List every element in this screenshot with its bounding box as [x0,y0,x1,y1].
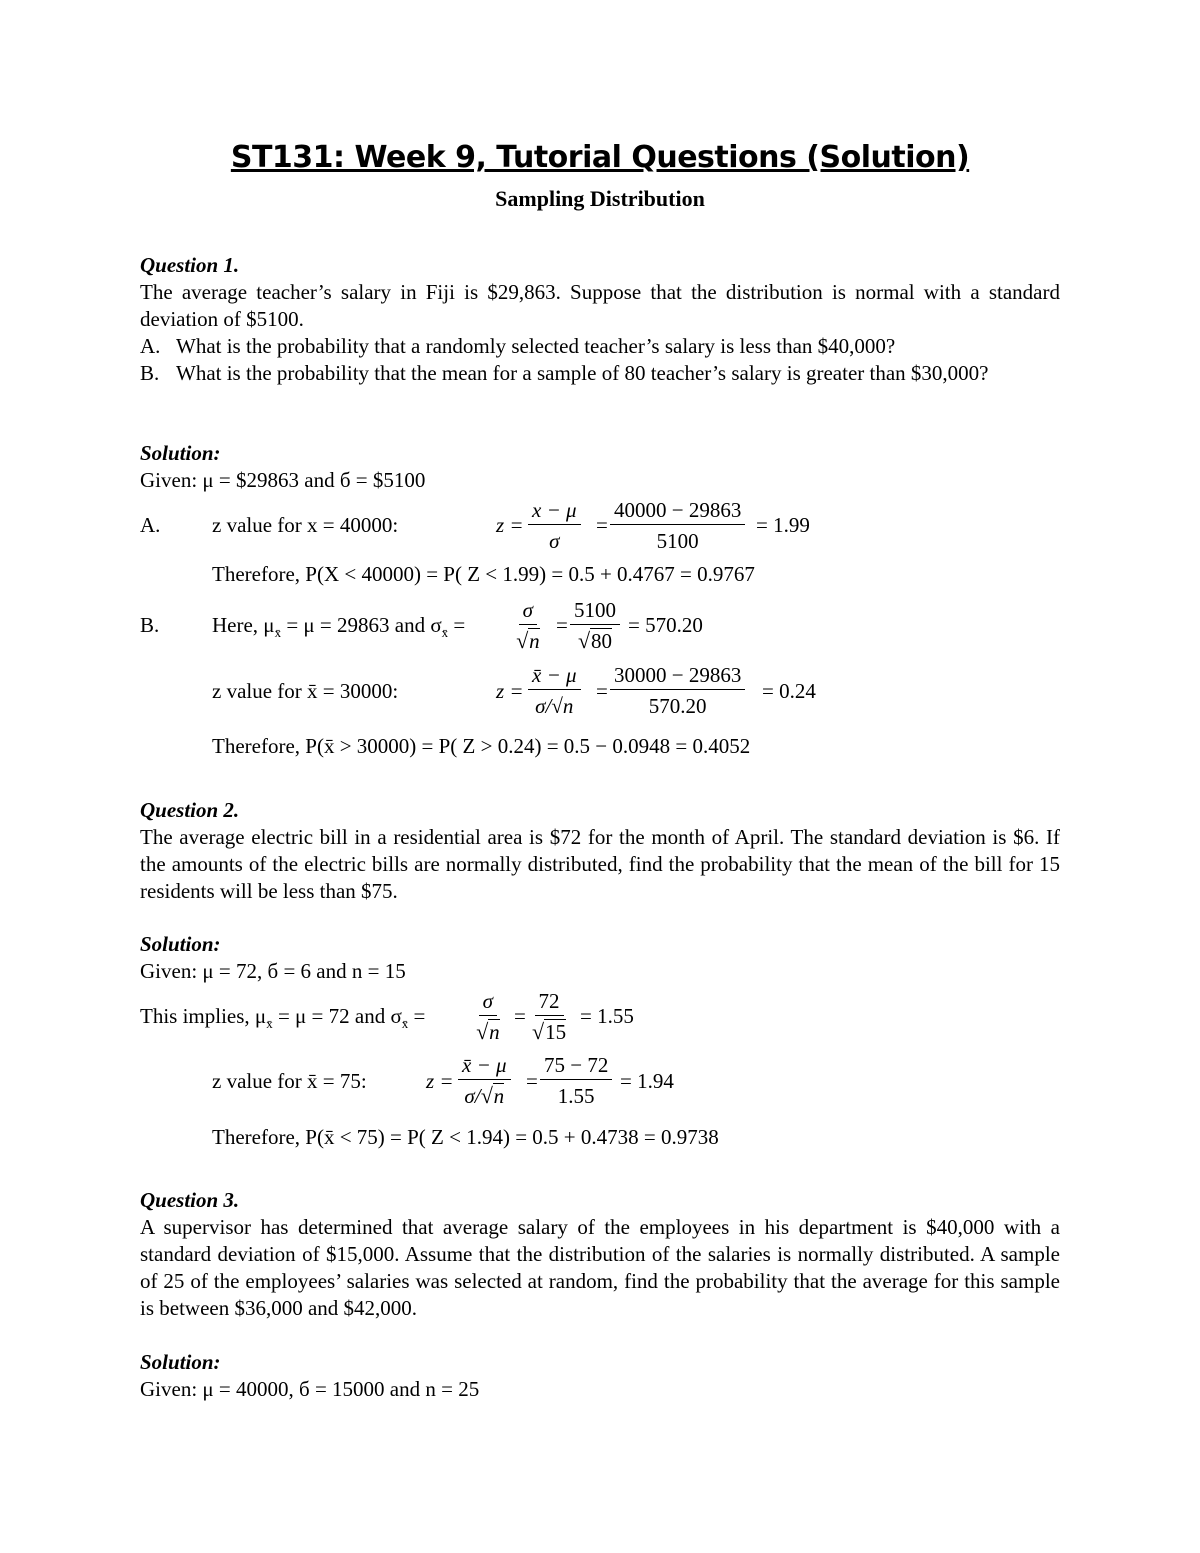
question-1-part-b: What is the probability that the mean for a sample of 80 teacher’s salary is greater than $30,000? [176,361,989,385]
solution-1-b-therefore: Therefore, P(x̄ > 30000) = P( Z > 0.24) = 0.5 − 0.0948 = 0.4052 [212,734,751,758]
solution-1-b-here: Here, $\mu_{x̄} = \mu = 29863$ and $\sigma_{x̄}$ = [212,613,466,641]
solution-3-given: Given: μ = 40000, б = 15000 and n = 25 [140,1377,480,1401]
equals-sign: = [596,679,608,703]
fraction-a2 [610,497,745,554]
question-3-text: A supervisor has determined that average salary of the employees in his department is $40,000 with a standard deviation of $15,000. Assume that the distribution of the salaries is normally distributed. A sample of 25 of the employees’ salaries was selected at random, find the probability that the average for this sample is between $36,000 and $42,000. [140,1215,1060,1320]
solution-1-heading: Solution: [140,441,221,465]
sqrt-arg: n [489,1020,500,1044]
xbar-subscript: x̄ [441,625,449,641]
question-1-part-a-label: A. [140,334,161,358]
question-1-part-a: What is the probability that a randomly selected teacher’s salary is less than $40,000? [176,334,896,358]
solution-1-b-zline: z value for x̄ = 30000: [212,679,399,703]
sqrt-arg: n [493,1084,505,1108]
fraction-b-sigma [512,597,544,654]
xbar-subscript: x̄ [401,1016,409,1032]
solution-2-heading: Solution: [140,932,221,956]
z-equals: z = [496,513,524,537]
fraction-2-value [528,988,570,1045]
fraction-b-sigma-denominator [512,625,544,654]
solution-2-therefore: Therefore, P(x̄ < 75) = P( Z < 1.94) = 0.5 + 0.4738 = 0.9738 [212,1125,719,1149]
z-equals: z = [496,679,524,703]
equals-sign: = [556,613,568,637]
question-1-heading: Question 1. [140,253,240,277]
fraction-b1-numerator: x̄ − μ [528,662,581,690]
sqrt-icon: √ [476,1019,489,1044]
solution-3-heading: Solution: [140,1350,221,1374]
fraction-b-value-numerator: 5100 [570,597,620,625]
solution-1-b-here-text: Here, μ [212,613,275,637]
solution-1-a-result: = 1.99 [756,513,810,537]
solution-1-b-here-rest: = μ = 29863 and σ [281,613,442,637]
solution-2-zresult: = 1.94 [620,1069,674,1093]
fraction-b2 [610,662,745,719]
solution-1-a-zline: z value for x = 40000: [212,513,399,537]
solution-2-implies: This implies, $\mu_{x̄} = \mu = 72$ and $\sigma_{x̄}$ = [140,1004,426,1032]
fraction-2b-numerator: 75 − 72 [540,1052,612,1080]
fraction-a2-denominator: 5100 [656,529,699,553]
fraction-a2-numerator: 40000 − 29863 [610,497,745,525]
sqrt-icon: √ [577,628,591,653]
question-1-text: The average teacher’s salary in Fiji is $29,863. Suppose that the distribution is normal with a standard deviation of $5100. [140,280,1060,331]
sqrt-arg: 80 [591,629,613,653]
fraction-2-sigma-denominator [472,1016,504,1045]
sqrt-icon: √ [516,628,529,653]
solution-1-b-result: = 570.20 [628,613,703,637]
xbar-subscript: x̄ [274,625,282,641]
equals-sign: = [596,513,608,537]
equals-sign: = [526,1069,538,1093]
solution-1-given: Given: μ = $29863 and б = $5100 [140,468,426,492]
question-1-part-b-label: B. [140,361,160,385]
question-2-text: The average electric bill in a residential area is $72 for the month of April. The standard deviation is $6. If the amounts of the electric bills are normally distributed, find the probability that the mean of the bill for 15 residents will be less than $75. [140,825,1060,903]
sqrt-arg: n [529,629,540,653]
fraction-2a-numerator: x̄ − μ [458,1052,511,1080]
sqrt-icon: √ [532,1019,545,1044]
solution-1-b-zresult: = 0.24 [762,679,816,703]
fraction-b1 [528,662,581,719]
fraction-b2-numerator: 30000 − 29863 [610,662,745,690]
fraction-b-value [570,597,620,654]
fraction-2-sigma-numerator: σ [479,988,497,1016]
fraction-b-value-denominator [574,625,616,654]
solution-2-given: Given: μ = 72, б = 6 and n = 15 [140,959,406,983]
fraction-2b [540,1052,612,1109]
solution-1-b-label: B. [140,613,160,637]
fraction-b-sigma-numerator: σ [519,597,537,625]
fraction-a1-numerator: x − μ [528,497,581,525]
solution-2-implies-text: This implies, μ [140,1004,267,1028]
fraction-2a [458,1052,511,1109]
fraction-2a-denominator: σ/√n [464,1083,505,1108]
question-3-heading: Question 3. [140,1188,240,1212]
equals-sign: = [514,1004,526,1028]
sqrt-arg: 15 [545,1020,567,1044]
solution-2-result: = 1.55 [580,1004,634,1028]
fraction-a1-denominator: σ [549,529,560,553]
sqrt-icon: √ [480,1083,493,1108]
fraction-2-sigma [472,988,504,1045]
fraction-b2-denominator: 570.20 [648,694,707,718]
page-subtitle: Sampling Distribution [495,186,705,211]
solution-1-a-therefore: Therefore, P(X < 40000) = P( Z < 1.99) = 0.5 + 0.4767 = 0.9767 [212,562,755,586]
page-title: ST131: Week 9, Tutorial Questions (Solution) [230,140,970,175]
xbar-subscript: x̄ [266,1016,273,1032]
fraction-a1 [528,497,581,554]
solution-2-zline: z value for x̄ = 75: [212,1069,367,1093]
solution-1-a-label: A. [140,513,161,537]
question-2-heading: Question 2. [140,798,240,822]
fraction-2-value-numerator: 72 [535,988,564,1016]
z-equals: z = [426,1069,454,1093]
fraction-2-value-denominator [528,1016,570,1045]
fraction-b1-denominator: σ/√n [535,694,574,718]
fraction-2b-denominator: 1.55 [557,1084,595,1108]
solution-2-implies-rest: = μ = 72 and σ [272,1004,402,1028]
